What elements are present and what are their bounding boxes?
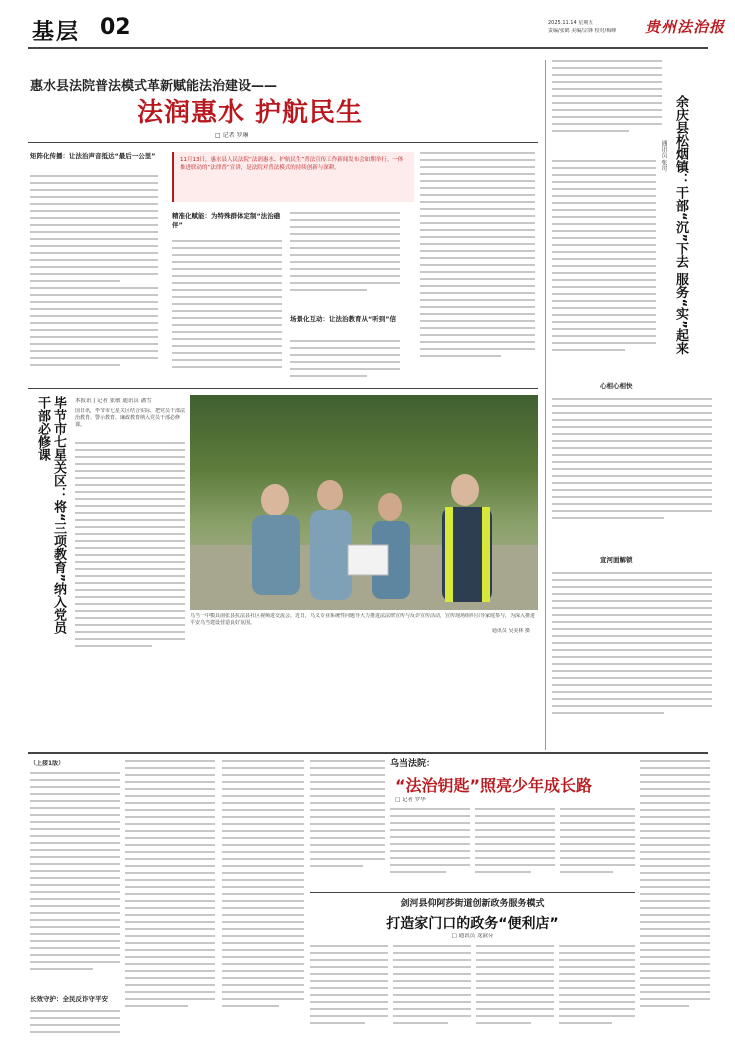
lead-kicker: 惠水县法院普法模式革新赋能法治建设——: [30, 79, 278, 94]
editor-line: 责编/张鹤 美编/宗锋 校对/梅峰: [548, 28, 617, 34]
wudang-title: “法治钥匙”照亮少年成长路: [395, 776, 593, 795]
section-heading-3: 场景化互动：让法治教育从“听到”信: [290, 315, 397, 323]
side-article-title: 毕节市七星关区：将“三项教育”纳入党员干部必修课: [35, 396, 66, 635]
right-column-text-3: [552, 572, 712, 747]
lower-left-subhead: 长效守护：全民反诈守平安: [30, 995, 108, 1003]
wudang-text-2: [390, 808, 470, 888]
intro-box: [172, 152, 414, 202]
wudang-text-4: [560, 808, 635, 888]
far-right-column-text: [640, 760, 710, 1040]
right-subhead-1: 心相心相快: [600, 382, 633, 390]
photo-credit: 通讯员 吴美林 摄: [491, 628, 530, 634]
wudang-kicker: 乌当法院：: [390, 759, 436, 769]
bottom-title-line1: 剑河县仰阿莎街道创新政务服务模式: [400, 899, 545, 909]
photo-illustration: [190, 395, 538, 610]
bottom-text-4: [559, 945, 635, 1040]
page-number: 02: [100, 15, 131, 40]
lower-left-text-1: [30, 772, 120, 992]
lead-column-2-text: [172, 240, 282, 380]
photo-caption: 乌当一中模具南张县抗法县社区视频进交流会。近日，乌义专业系统性问题导大力推进法法律宣传与反诈宣传活动，宣传现场组织引导家庭参与，为深入推进平安乌当建设营造良好氛围。: [190, 613, 536, 626]
lead-title: 法润惠水 护航民生: [136, 98, 364, 128]
lower-left-text-4: [222, 760, 304, 1040]
continued-tag: （上接1版）: [30, 760, 65, 767]
bottom-title-line2: 打造家门口的政务“便利店”: [386, 916, 559, 932]
side-article-lead: 国日讯，毕节市七星关区结合实际，把党员干部法治教育、警示教育、廉政教育纳入党员干部必修课。: [75, 408, 185, 428]
lead-column-3b-text: [290, 340, 400, 385]
lower-left-text-3: [125, 760, 215, 1040]
lead-byline: □ 记者 罗琳: [215, 132, 249, 139]
section-heading-1: 矩阵化传播：让法治声音抵达“最后一公里”: [30, 152, 156, 160]
right-column-text-2: [552, 398, 712, 538]
bottom-article-rule: [310, 892, 635, 893]
side-article-text: [75, 442, 185, 672]
date-line: 2025.11.14 星期五: [548, 20, 594, 26]
newspaper-logo: 贵州法治报: [645, 18, 726, 36]
bottom-byline: □ 通讯员 龙淑芬: [451, 933, 494, 939]
right-intro-text: [552, 60, 662, 140]
bottom-text-2: [393, 945, 471, 1040]
masthead: [0, 0, 735, 52]
section-heading-2: 精准化赋能：为特殊群体定制“法治礁伴”: [172, 212, 281, 229]
lower-section-rule: [28, 752, 708, 754]
right-column-rule: [545, 60, 546, 750]
right-column-byline: 通讯员 张可: [660, 140, 667, 172]
lead-photo: [190, 395, 538, 610]
masthead-rule: [28, 47, 708, 49]
lead-column-3-text: [290, 212, 400, 302]
side-article-rule: [28, 388, 538, 389]
wudang-text-3: [475, 808, 555, 888]
side-article-byline: 本报讯 | 记者 张敏 通讯员 潘雪: [75, 398, 152, 404]
bottom-text-3: [476, 945, 554, 1040]
lead-column-4-text: [420, 152, 535, 382]
lead-column-1-text: [30, 175, 158, 385]
section-title: 基层: [32, 20, 81, 45]
lower-left-text-2: [30, 1010, 120, 1040]
bottom-text-1: [310, 945, 388, 1040]
lead-header-rule: [28, 142, 538, 143]
right-column-text-1: [552, 160, 656, 375]
right-subhead-2: 宣河面解锁: [600, 556, 633, 564]
right-column-title: 余庆县松烟镇：干部“沉”下去 服务“实”起来: [673, 95, 688, 355]
wudang-byline: □ 记者 罗华: [395, 797, 426, 803]
intro-text: 11月13日，惠水县人民法院“法润惠水、护航民生”普法宣传工作新闻发布会如期举行。一体推进联动的“法律普”宣讲，是法院对普法模式的持续创新与深耕。: [180, 157, 404, 171]
wudang-text-1: [310, 760, 385, 885]
